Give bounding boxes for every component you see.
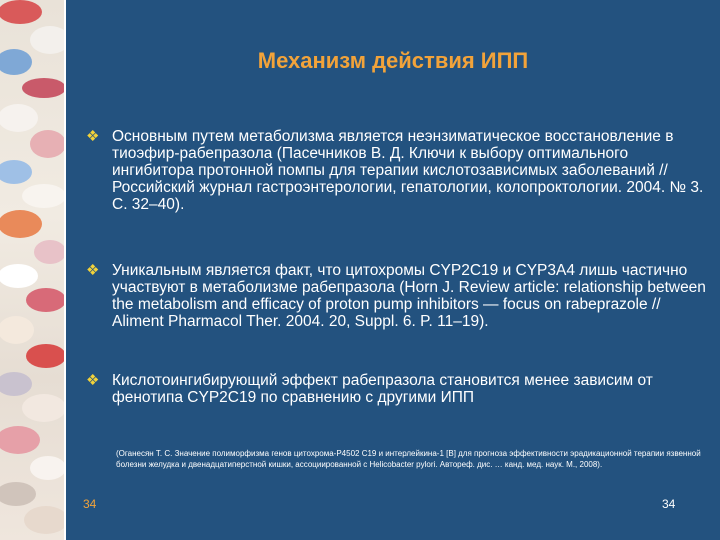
slide xyxy=(66,0,720,540)
slide-number-right: 34 xyxy=(662,497,676,511)
bullet-item xyxy=(86,372,710,406)
bullet-text: Уникальным является факт, что цитохромы CYP2C19 и CYP3A4 лишь частично участвуют в метаболизме рабепразола (Horn J. Review article: relationship between the metabolism and efficacy of proton pump inhibitors — focus on rabeprazole // Aliment Pharmacol Ther. 2004. 20, Suppl. 6. P. 11–19). xyxy=(112,262,706,330)
bullet-item xyxy=(86,128,710,213)
diamond-bullet-icon: ❖ xyxy=(86,262,100,279)
bullet-text: Основным путем метаболизма является неэнзиматическое восстановление в тиоэфир-рабепразола (Пасечников В. Д. Ключи к выбору оптимального ингибитора протонной помпы для терапии кислотозависимых заболеваний // Российский журнал гастроэнтерологии, гепатологии, колопроктологии. 2004. № 3. С. 32–40). xyxy=(112,128,704,213)
bullet-text: Кислотоингибирующий эффект рабепразола становится менее зависим от фенотипа CYP2C19 по сравнению с другими ИПП xyxy=(112,372,653,406)
diamond-bullet-icon: ❖ xyxy=(86,128,100,145)
slide-title: Механизм действия ИПП xyxy=(257,48,529,73)
pills-image xyxy=(0,0,64,540)
slide-number-left: 34 xyxy=(83,497,97,511)
diamond-bullet-icon: ❖ xyxy=(86,372,100,389)
reference-note: (Оганесян Т. С. Значение полиморфизма генов цитохрома-P4502 C19 и интерлейкина-1 [B] для прогноза эффективности эрадикационной терапии язвенной болезни желудка и двенадцатиперстной кишки, ассоциированной с Helicobacter pylori. Автореф. дис. … канд. мед. наук. М., 2008). xyxy=(116,449,701,469)
bullet-item xyxy=(86,262,710,330)
